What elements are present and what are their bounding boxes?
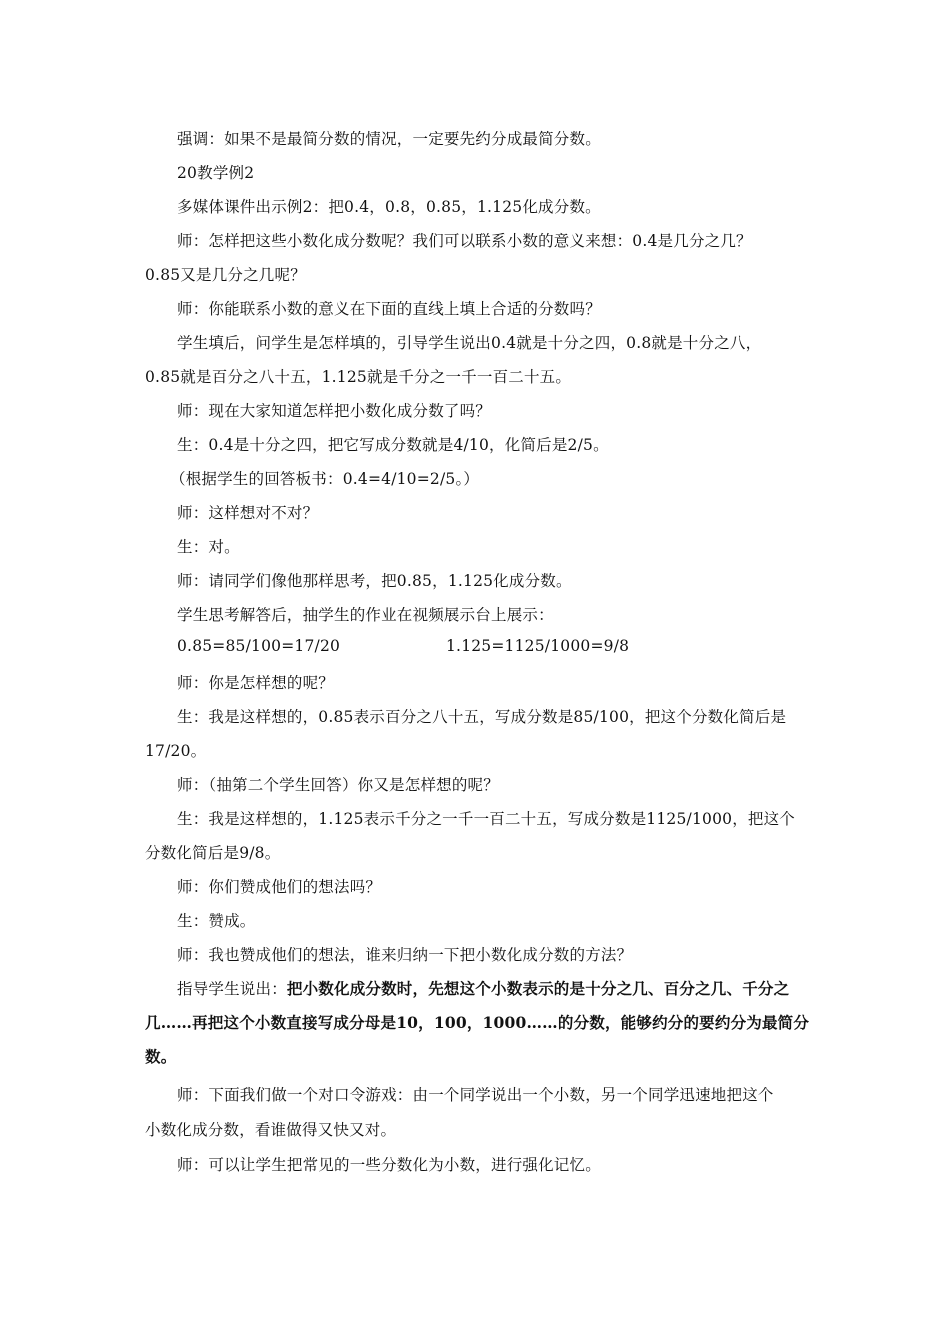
text-line: 17/20。 [145,742,207,760]
text-line: 师：我也赞成他们的想法，谁来归纳一下把小数化成分数的方法？ [177,946,633,964]
text-line: 师：这样想对不对？ [177,504,319,522]
text-line: 师：你能联系小数的意义在下面的直线上填上合适的分数吗？ [177,300,601,318]
text-line: 学生填后，问学生是怎样填的，引导学生说出0.4就是十分之四，0.8就是十分之八， [177,334,762,352]
text-line: 师：（抽第二个学生回答）你又是怎样想的呢？ [177,776,499,794]
method-summary: 几……再把这个小数直接写成分母是10，100，1000……的分数，能够约分的要约分为最简分 [145,1013,810,1032]
text-line: 分数化简后是9/8。 [145,844,281,862]
text-line: 0.85又是几分之几呢？ [145,266,306,284]
section-heading: 20教学例2 [177,164,255,182]
text-line: 师：请同学们像他那样思考，把0.85，1.125化成分数。 [177,572,572,590]
method-summary: 把小数化成分数时，先想这个小数表示的是十分之几、百分之几、千分之 [286,979,790,998]
board-note: （根据学生的回答板书：0.4=4/10=2/5。） [170,470,480,488]
guide-prefix: 指导学生说出： [177,980,287,998]
text-line: 多媒体课件出示例2：把0.4，0.8，0.85，1.125化成分数。 [177,198,601,216]
equation-2: 1.125=1125/1000=9/8 [446,637,630,655]
text-line [177,977,789,999]
text-line: 生：0.4是十分之四，把它写成分数就是4/10，化简后是2/5。 [177,436,609,454]
text-line: 师：下面我们做一个对口令游戏：由一个同学说出一个小数，另一个同学迅速地把这个 [177,1086,774,1104]
text-line: 师：你们赞成他们的想法吗？ [177,878,382,896]
text-line: 师：现在大家知道怎样把小数化成分数了吗？ [177,402,492,420]
text-line: 师：怎样把这些小数化成分数呢？我们可以联系小数的意义来想：0.4是几分之几？ [177,232,752,250]
text-line: 师：你是怎样想的呢？ [177,674,335,692]
equation-1: 0.85=85/100=17/20 [177,637,341,655]
text-line: 小数化成分数，看谁做得又快又对。 [145,1121,397,1139]
text-line: 生：对。 [177,538,240,556]
text-line: 强调：如果不是最简分数的情况，一定要先约分成最简分数。 [177,130,601,148]
method-summary: 数。 [145,1047,177,1066]
text-line: 0.85就是百分之八十五，1.125就是千分之一千一百二十五。 [145,368,572,386]
text-line: 生：我是这样想的，1.125表示千分之一千一百二十五，写成分数是1125/1000，把这个 [177,810,795,828]
text-line: 生：赞成。 [177,912,256,930]
text-line: 学生思考解答后，抽学生的作业在视频展示台上展示： [177,606,554,624]
text-line: 师：可以让学生把常见的一些分数化为小数，进行强化记忆。 [177,1156,601,1174]
text-line: 生：我是这样想的，0.85表示百分之八十五，写成分数是85/100，把这个分数化简后是 [177,708,787,726]
